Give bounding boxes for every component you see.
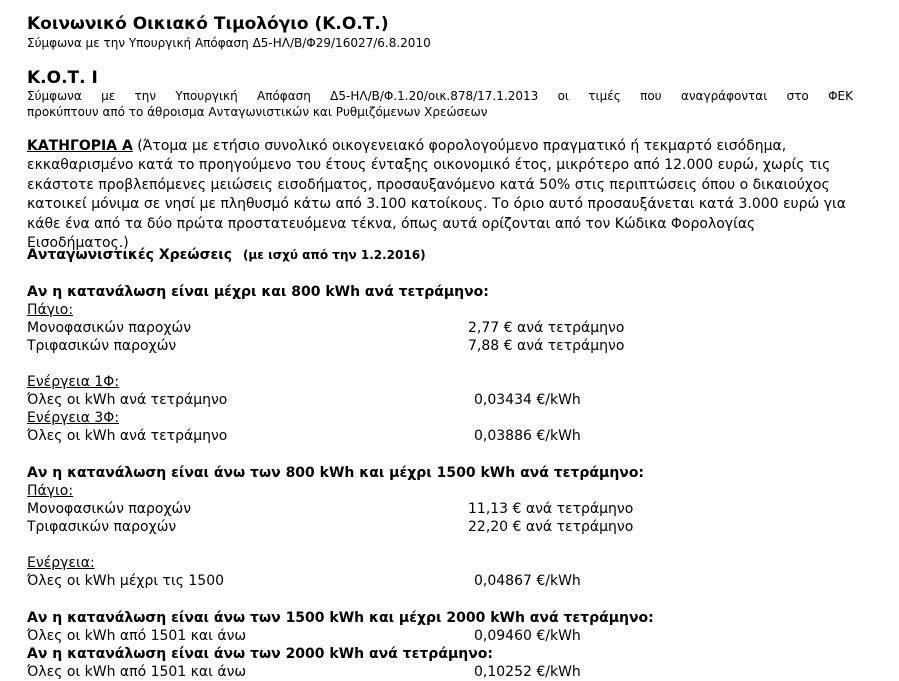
tier1-heading: Αν η κατανάλωση είναι μέχρι και 800 kWh ανά τετράμηνο: [27, 284, 489, 300]
charges-heading [27, 247, 426, 263]
tier2-mono-value: 11,13 € ανά τετράμηνο [468, 501, 634, 517]
charges-validity: (με ισχύ από την 1.2.2016) [242, 248, 426, 262]
tier2-tri-value: 22,20 € ανά τετράμηνο [468, 519, 634, 535]
category-label: ΚΑΤΗΓΟΡΙΑ Α [27, 138, 133, 154]
tier3-heading: Αν η κατανάλωση είναι άνω των 1500 kWh και μέχρι 2000 kWh ανά τετράμηνο: [27, 610, 654, 626]
tier1-mono-value: 2,77 € ανά τετράμηνο [468, 320, 625, 336]
tier2-tri-label: Τριφασικών παροχών [27, 519, 177, 535]
tier2-fixed-label: Πάγιο: [27, 483, 74, 499]
tier4-value: 0,10252 €/kWh [474, 664, 581, 680]
tier1-mono-label: Μονοφασικών παροχών [27, 320, 192, 336]
tier3-row-label: Όλες οι kWh από 1501 και άνω [27, 628, 247, 644]
tier1-fixed-label: Πάγιο: [27, 302, 74, 318]
tier1-tri-label: Τριφασικών παροχών [27, 338, 177, 354]
tier4-row-label: Όλες οι kWh από 1501 και άνω [27, 664, 247, 680]
tier3-value: 0,09460 €/kWh [474, 628, 581, 644]
tier2-energy-label: Ενέργεια: [27, 555, 95, 571]
page-title: Κοινωνικό Οικιακό Τιμολόγιο (Κ.Ο.Τ.) [27, 14, 389, 34]
tier1-energy3-value: 0,03886 €/kWh [474, 428, 581, 444]
tier2-energy-value: 0,04867 €/kWh [474, 573, 581, 589]
category-paragraph [27, 137, 857, 253]
category-text: (Άτομα με ετήσιο συνολικό οικογενειακό φορολογούμενο πραγματικό ή τεκμαρτό εισόδημα, εκκαθαρισμένο κατά το προηγούμενο του έτους ένταξης οικονομικό έτος, μικρότερο από 12.000 ευρώ, χωρίς τις εκάστοτε προβλεπόμενες μειώσεις εισοδήματος, προσαυξανόμενο κατά 50% στις περιπτώσεις όπου ο δικαιούχος κατοικεί μόνιμα σε νησί με πληθυσμό κάτω από 3.100 κατοίκους. Το όριο αυτό προσαυξάνεται κατά 3.000 ευρώ για κάθε ένα από τα δύο πρώτα προστατευόμενα τέκνα, όπως αυτά ορίζονται από τον Κώδικα Φορολογίας Εισοδήματος.) [27, 138, 846, 252]
kot1-note-line1: Σύμφωνα με την Υπουργική Απόφαση Δ5-ΗΛ/Β/Φ.1.20/οικ.878/17.1.2013 οι τιμές που αναγράφονται στο ΦΕΚ [27, 89, 853, 103]
tier1-tri-value: 7,88 € ανά τετράμηνο [468, 338, 625, 354]
tier2-heading: Αν η κατανάλωση είναι άνω των 800 kWh και μέχρι 1500 kWh ανά τετράμηνο: [27, 465, 645, 481]
kot1-note-line2: προκύπτουν από το άθροισμα Ανταγωνιστικών και Ρυθμιζόμενων Χρεώσεων [27, 105, 488, 119]
tier1-energy1-label: Ενέργεια 1Φ: [27, 374, 120, 390]
tier4-heading: Αν η κατανάλωση είναι άνω των 2000 kWh ανά τετράμηνο: [27, 646, 493, 662]
tier2-energy-row-label: Όλες οι kWh μέχρι τις 1500 [27, 573, 225, 589]
page-subtitle: Σύμφωνα με την Υπουργική Απόφαση Δ5-ΗΛ/Β/Φ29/16027/6.8.2010 [27, 36, 431, 50]
tier1-energy3-label: Ενέργεια 3Φ: [27, 410, 120, 426]
charges-title: Ανταγωνιστικές Χρεώσεις [27, 247, 233, 263]
tier1-energy1-value: 0,03434 €/kWh [474, 392, 581, 408]
tier2-mono-label: Μονοφασικών παροχών [27, 501, 192, 517]
tier1-energy3-row-label: Όλες οι kWh ανά τετράμηνο [27, 428, 228, 444]
tier1-energy1-row-label: Όλες οι kWh ανά τετράμηνο [27, 392, 228, 408]
kot1-heading: Κ.Ο.Τ. Ι [27, 68, 98, 88]
